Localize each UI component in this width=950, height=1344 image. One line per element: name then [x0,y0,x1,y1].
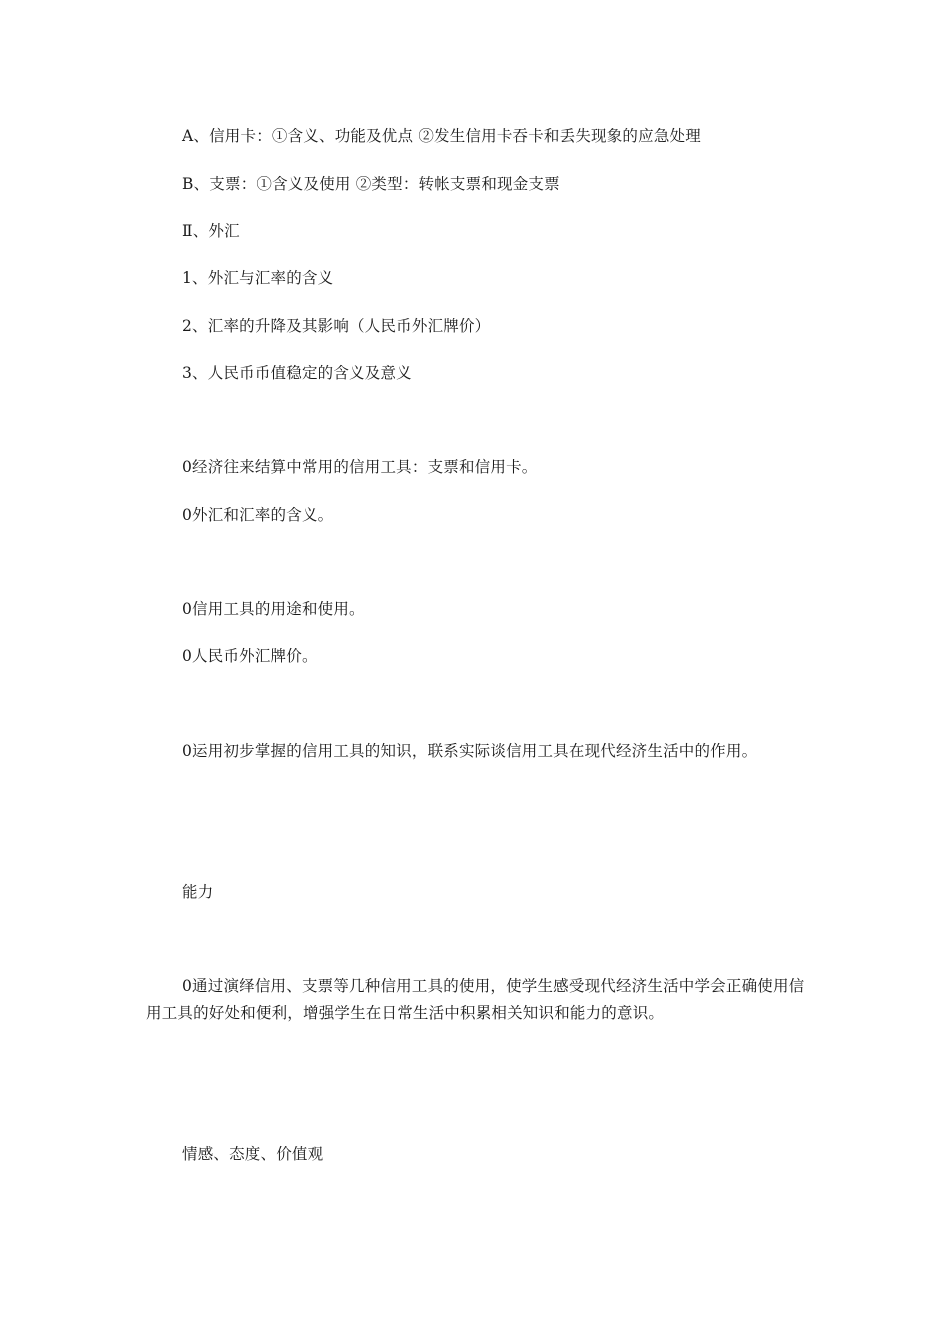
list-item-2: 2、汇率的升降及其影响（人民币外汇牌价） [182,317,491,335]
emotion-attitude-values-heading: 情感、态度、价值观 [182,1145,324,1163]
knowledge-point-1: 0经济往来结算中常用的信用工具：支票和信用卡。 [182,458,538,476]
credit-card-line: A、信用卡：①含义、功能及优点 ②发生信用卡吞卡和丢失现象的应急处理 [182,127,701,145]
list-item-1: 1、外汇与汇率的含义 [182,269,334,287]
application-point: 0运用初步掌握的信用工具的知识，联系实际谈信用工具在现代经济生活中的作用。 [182,742,758,760]
ability-paragraph: 0通过演绎信用、支票等几种信用工具的使用，使学生感受现代经济生活中学会正确使用信用工具的好处和便利，增强学生在日常生活中积累相关知识和能力的意识。 [146,977,805,1022]
list-item-3: 3、人民币币值稳定的含义及意义 [182,364,412,382]
key-point-2: 0人民币外汇牌价。 [182,647,318,665]
section-foreign-exchange-heading: Ⅱ、外汇 [182,222,240,240]
check-line: B、支票：①含义及使用 ②类型：转帐支票和现金支票 [182,175,560,193]
key-point-1: 0信用工具的用途和使用。 [182,600,365,618]
ability-heading: 能力 [182,883,214,901]
knowledge-point-2: 0外汇和汇率的含义。 [182,506,334,524]
